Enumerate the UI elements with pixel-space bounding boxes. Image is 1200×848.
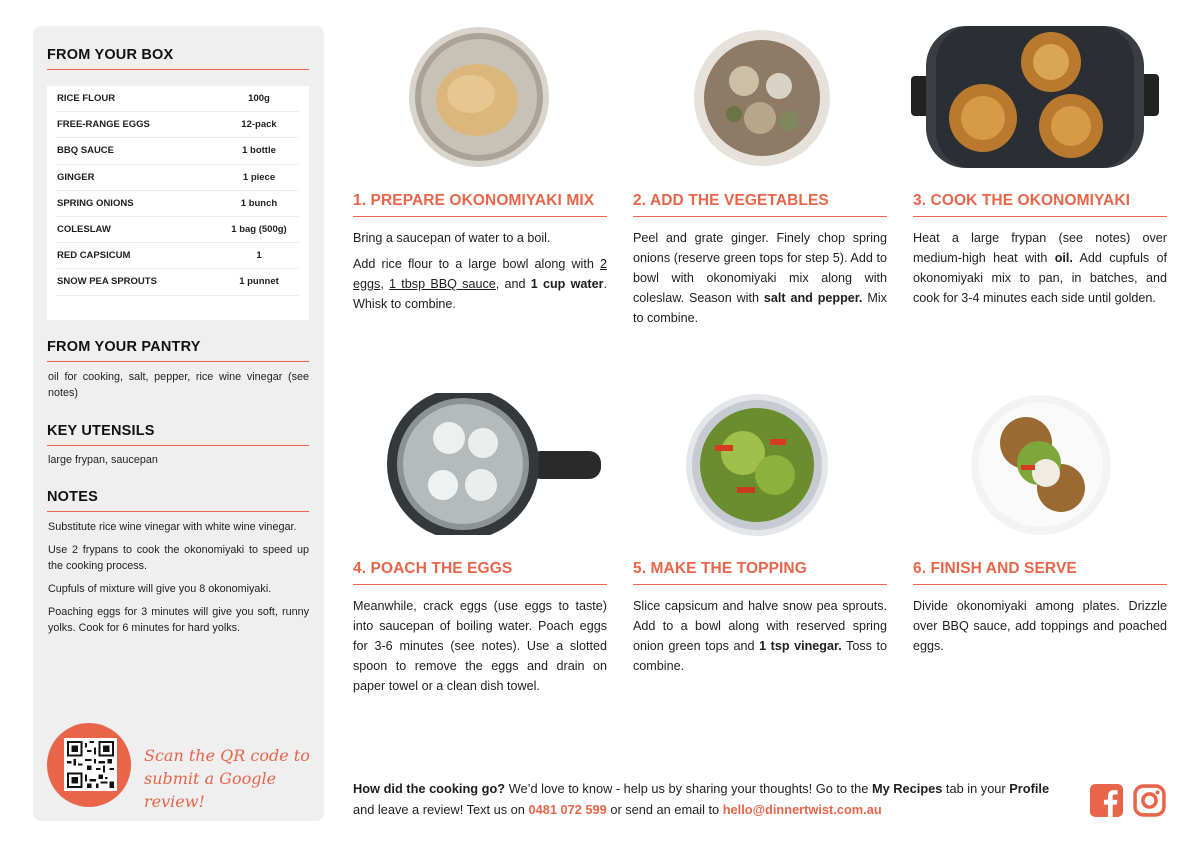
step-1-text: Bring a saucepan of water to a boil. xyxy=(353,231,551,245)
poach-eggs-image xyxy=(379,393,601,535)
table-row xyxy=(57,191,299,217)
instagram-icon[interactable] xyxy=(1133,784,1166,817)
ingredient-qty: 1 bottle xyxy=(242,145,276,157)
make-topping-image xyxy=(685,393,829,537)
finish-serve-image xyxy=(971,393,1111,537)
step-5-body xyxy=(633,596,887,682)
ingredient-name: SNOW PEA SPROUTS xyxy=(57,276,157,288)
ingredient-qty: 1 piece xyxy=(242,171,276,183)
ingredient-name: BBQ SAUCE xyxy=(57,145,115,157)
step-1-title: 1. PREPARE OKONOMIYAKI MIX xyxy=(353,192,607,217)
step-3-text: Heat a large frypan (see notes) over medium-high heat with oil. Add cupfuls of okonomiyaki mix to pan, in batches, and cook for 3-4 minutes each side until golden. xyxy=(913,231,1167,305)
cook-okonomiyaki-image xyxy=(911,26,1159,168)
ingredient-name: FREE-RANGE EGGS xyxy=(57,119,150,131)
prepare-mix-image xyxy=(409,26,549,168)
note-item: Substitute rice wine vinegar with white wine vinegar. xyxy=(48,521,297,533)
email-link[interactable]: hello@dinnertwist.com.au xyxy=(722,802,882,817)
ingredient-qty: 12-pack xyxy=(241,119,277,131)
step-4-text: Meanwhile, crack eggs (use eggs to taste) into saucepan of boiling water. Poach eggs for 3-6 minutes (see notes). Use a slotted spoon to remove the eggs and drain on paper towel or a clean dish towel. xyxy=(353,599,607,693)
ingredient-qty: 1 punnet xyxy=(239,276,279,288)
table-row xyxy=(57,269,299,295)
step-1-body xyxy=(353,228,607,320)
note-item: Poaching eggs for 3 minutes will give you soft, runny yolks. Cook for 6 minutes for hard yolks. xyxy=(48,606,309,634)
step-1-text: Add rice flour to a large bowl along with 2 eggs, 1 tbsp BBQ sauce, and 1 cup water. Whisk to combine. xyxy=(353,257,608,311)
sidebar xyxy=(33,26,324,821)
note-item: Use 2 frypans to cook the okonomiyaki to speed up the cooking process. xyxy=(48,544,309,572)
ingredient-qty: 1 bag (500g) xyxy=(231,224,287,236)
table-row xyxy=(57,243,299,269)
notes-heading: NOTES xyxy=(47,489,309,512)
ingredient-qty: 1 xyxy=(256,250,262,262)
phone-link[interactable]: 0481 072 599 xyxy=(528,802,607,817)
table-row xyxy=(57,138,299,164)
step-2-text: Peel and grate ginger. Finely chop spring onions (reserve green tops for step 5). Add to bowl with okonomiyaki mix along with coleslaw. Season with salt and pepper. Mix to combine. xyxy=(633,231,887,325)
qr-review-text: Scan the QR code to submit a Google review! xyxy=(144,746,310,811)
step-2-body xyxy=(633,228,887,334)
pantry-text: oil for cooking, salt, pepper, rice wine vinegar (see notes) xyxy=(48,371,309,399)
table-row xyxy=(57,112,299,138)
qr-code-icon[interactable] xyxy=(64,738,117,791)
step-2-title: 2. ADD THE VEGETABLES xyxy=(633,192,887,217)
step-4-title: 4. POACH THE EGGS xyxy=(353,560,607,585)
ingredient-name: RED CAPSICUM xyxy=(57,250,131,262)
step-5-title: 5. MAKE THE TOPPING xyxy=(633,560,887,585)
ingredient-name: COLESLAW xyxy=(57,224,111,236)
table-row xyxy=(57,86,299,112)
note-item: Cupfuls of mixture will give you 8 okonomiyaki. xyxy=(48,583,272,595)
table-row xyxy=(57,217,299,243)
ingredient-name: RICE FLOUR xyxy=(57,93,116,105)
step-6-title: 6. FINISH AND SERVE xyxy=(913,560,1167,585)
step-3-title: 3. COOK THE OKONOMIYAKI xyxy=(913,192,1167,217)
add-vegetables-image xyxy=(694,26,830,170)
notes-list xyxy=(48,519,309,643)
pantry-heading: FROM YOUR PANTRY xyxy=(47,339,309,362)
profile-label: Profile xyxy=(1009,781,1050,796)
ingredient-qty: 100g xyxy=(248,93,270,105)
utensils-text: large frypan, saucepan xyxy=(48,454,158,466)
qr-badge xyxy=(47,723,131,807)
footer-question: How did the cooking go? xyxy=(353,781,506,796)
step-6-body xyxy=(913,596,1167,662)
utensils-heading: KEY UTENSILS xyxy=(47,423,309,446)
ingredient-name: GINGER xyxy=(57,171,95,183)
step-5-text: Slice capsicum and halve snow pea sprouts. Add to a bowl along with reserved spring onion green tops and 1 tsp vinegar. Toss to combine. xyxy=(633,599,887,673)
facebook-icon[interactable] xyxy=(1090,784,1123,817)
ingredient-qty: 1 bunch xyxy=(240,197,278,209)
step-4-body xyxy=(353,596,607,702)
table-row xyxy=(57,165,299,191)
ingredient-name: SPRING ONIONS xyxy=(57,197,134,209)
step-3-body xyxy=(913,228,1167,314)
my-recipes-label: My Recipes xyxy=(871,781,943,796)
footer-feedback-text: How did the cooking go? We’d love to know - help us by sharing your thoughts! Go to the My Recipes tab in your Profile and leave a review! Text us on 0481 072 599 or send an email to hello@dinnertwist.com.au xyxy=(353,781,1050,817)
box-ingredients-table xyxy=(47,86,309,320)
box-heading: FROM YOUR BOX xyxy=(47,47,309,70)
step-6-text: Divide okonomiyaki among plates. Drizzle over BBQ sauce, add toppings and poached eggs. xyxy=(913,599,1167,653)
